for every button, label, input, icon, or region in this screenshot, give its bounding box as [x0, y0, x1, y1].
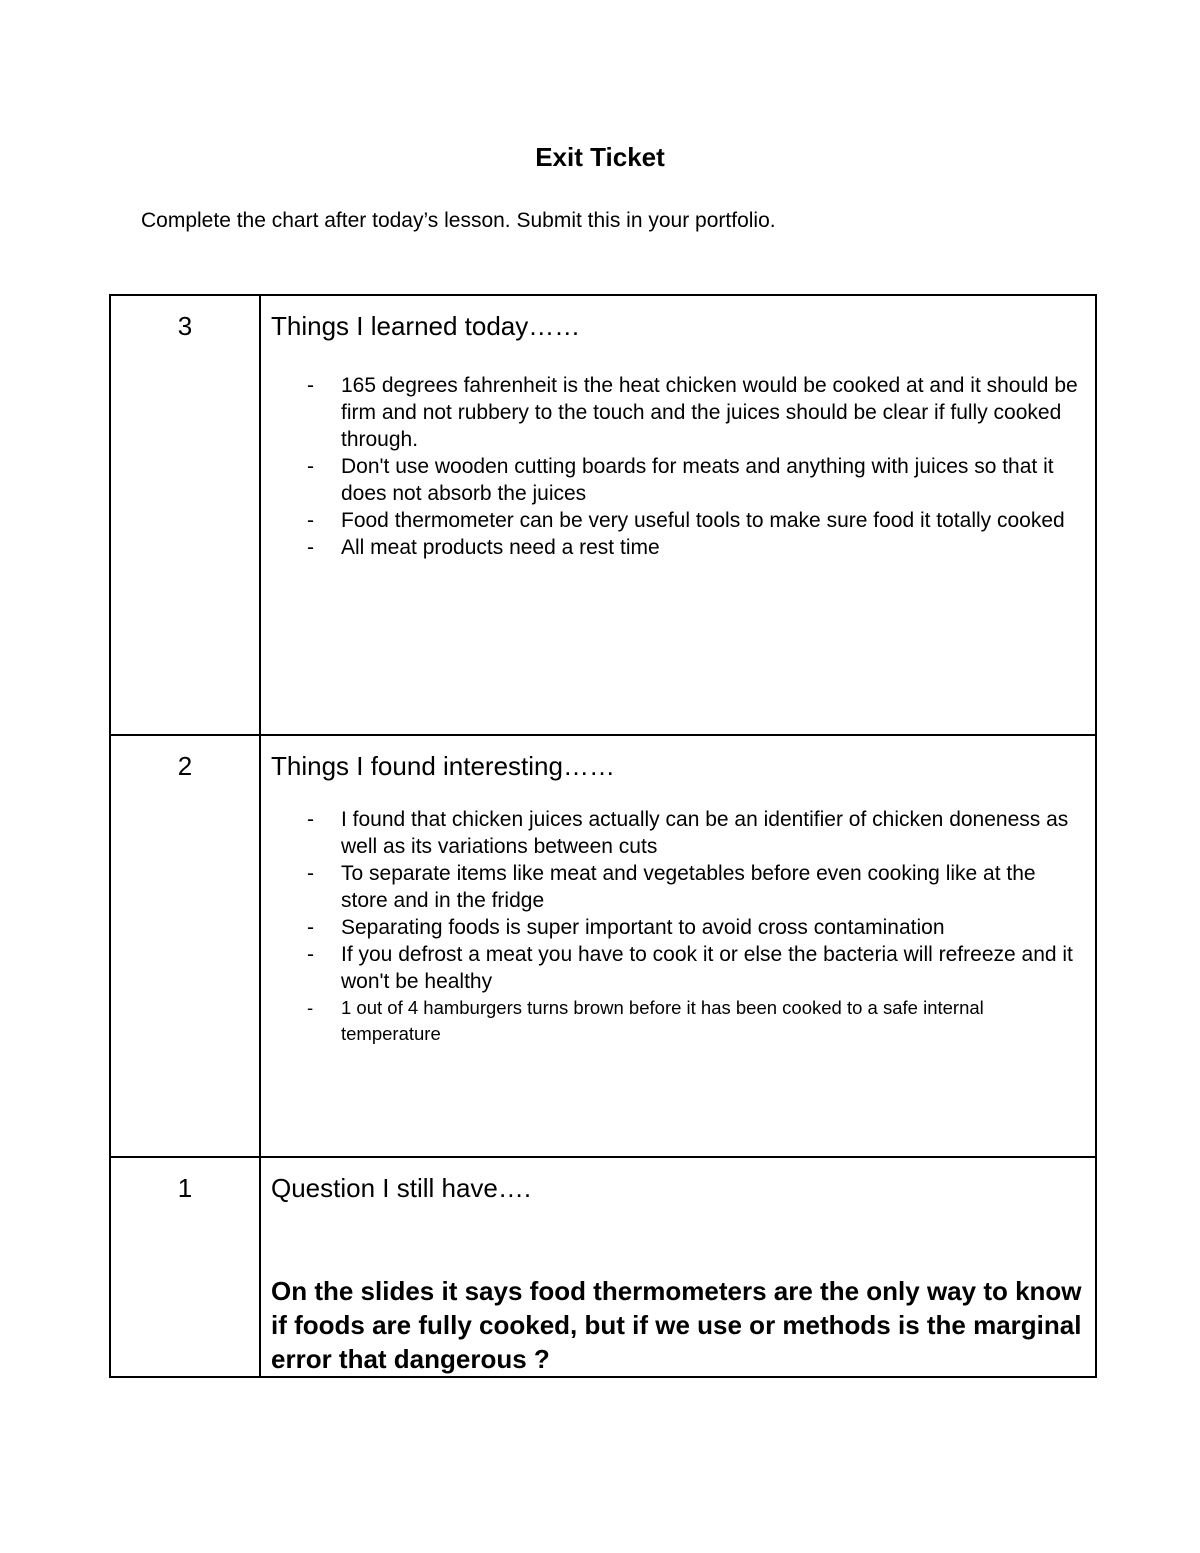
list-item-text: All meat products need a rest time	[341, 536, 660, 559]
list-item-text: Separating foods is super important to avoid cross contamination	[341, 916, 945, 939]
row-content	[260, 1157, 1096, 1377]
list-item	[307, 806, 1083, 860]
list-item-text: 165 degrees fahrenheit is the heat chicken would be cooked at and it should be firm and not rubbery to the touch and the juices should be clear if fully cooked through.	[341, 374, 1078, 451]
list-item-text: To separate items like meat and vegetables before even cooking like at the store and in the fridge	[341, 862, 1036, 912]
bullet-marker: -	[307, 536, 314, 559]
bullet-marker: -	[307, 509, 314, 532]
bullet-marker: -	[307, 943, 314, 966]
list-item-text: Food thermometer can be very useful tools to make sure food it totally cooked	[341, 509, 1065, 532]
row-number: 1	[110, 1157, 260, 1377]
bullet-marker: -	[307, 808, 314, 831]
list-item	[307, 453, 1083, 507]
bullet-marker: -	[307, 374, 314, 397]
bullet-marker: -	[307, 862, 314, 885]
list-item	[307, 914, 1083, 941]
bullet-list	[271, 806, 1083, 1047]
instructions-text: Complete the chart after today’s lesson. Submit this in your portfolio.	[141, 209, 776, 232]
bullet-list	[271, 372, 1083, 561]
row-question	[110, 1157, 1096, 1377]
row-number: 2	[110, 735, 260, 1157]
list-item-text: I found that chicken juices actually can be an identifier of chicken doneness as well as its variations between cuts	[341, 808, 1069, 858]
bullet-marker: -	[307, 455, 314, 478]
row-content	[260, 735, 1096, 1157]
list-item	[307, 534, 1083, 561]
bullet-marker: -	[307, 997, 314, 1018]
exit-ticket-chart	[109, 294, 1097, 1378]
list-item	[307, 507, 1083, 534]
section-heading: Question I still have….	[271, 1173, 532, 1203]
list-item-text: If you defrost a meat you have to cook it or else the bacteria will refreeze and it won't be healthy	[341, 943, 1073, 993]
list-item	[307, 860, 1083, 914]
row-things-learned	[110, 295, 1096, 735]
row-things-interesting	[110, 735, 1096, 1157]
row-content	[260, 295, 1096, 735]
section-heading: Things I found interesting……	[271, 751, 615, 781]
list-item	[307, 941, 1083, 995]
list-item	[307, 995, 1083, 1047]
row-number: 3	[110, 295, 260, 735]
section-heading: Things I learned today……	[271, 311, 581, 341]
list-item-text: 1 out of 4 hamburgers turns brown before it has been cooked to a safe internal temperature	[341, 997, 984, 1044]
question-answer: On the slides it says food thermometers are the only way to know if foods are fully cooked, but if we use or methods is the marginal error that dangerous ?	[271, 1276, 1082, 1374]
page-title: Exit Ticket	[535, 142, 665, 172]
bullet-marker: -	[307, 916, 314, 939]
list-item	[307, 372, 1083, 453]
list-item-text: Don't use wooden cutting boards for meats and anything with juices so that it does not absorb the juices	[341, 455, 1054, 505]
